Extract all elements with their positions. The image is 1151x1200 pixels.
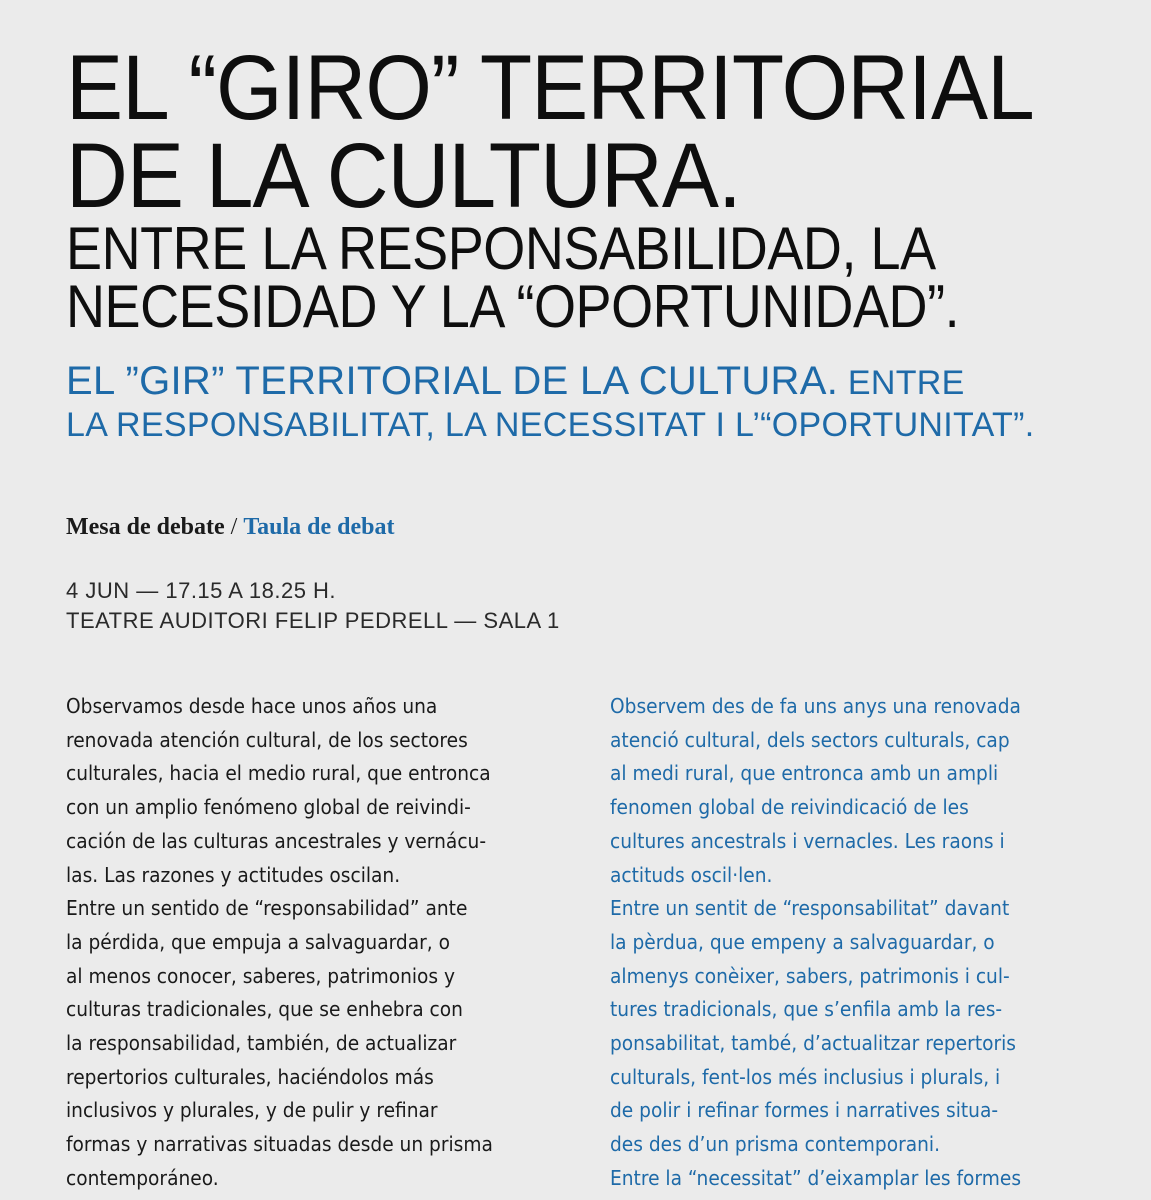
body-ca-line: tures tradicionals, que s’enfila amb la res- xyxy=(610,997,1003,1022)
event-info xyxy=(66,576,560,636)
body-ca-line: al medi rural, que entronca amb un ampli xyxy=(610,761,999,786)
body-ca-line: culturals, fent-los més inclusius i plurals, i xyxy=(610,1064,1001,1089)
body-ca-line: fenomen global de reivindicació de les xyxy=(610,795,969,820)
main-title-line-2: DE LA CULTURA. xyxy=(66,125,741,227)
event-datetime: 4 JUN — 17.15 A 18.25 H. xyxy=(66,578,337,603)
catalan-title-line-2: LA RESPONSABILITAT, LA NECESSITAT I L’“OPORTUNITAT”. xyxy=(66,406,1035,444)
event-type-separator: / xyxy=(224,514,244,540)
body-es-line: renovada atención cultural, de los sectores xyxy=(66,727,468,752)
body-es-line: la pérdida, que empuja a salvaguardar, o xyxy=(66,929,450,954)
body-ca-line: Entre un sentit de “responsabilitat” davant xyxy=(610,896,1010,921)
body-ca-line: cultures ancestrals i vernacles. Les raons i xyxy=(610,828,1005,853)
title-block xyxy=(66,37,1126,340)
body-es-line: Observamos desde hace unos años una xyxy=(66,694,438,718)
body-ca-line: ponsabilitat, també, d’actualitzar repertoris xyxy=(610,1031,1017,1056)
subtitle-line-2: NECESIDAD Y LA “OPORTUNIDAD”. xyxy=(66,273,960,340)
body-es-line: inclusivos y plurales, y de pulir y refinar xyxy=(66,1098,438,1123)
body-ca-line: des des d’un prisma contemporani. xyxy=(610,1132,941,1157)
catalan-title-block xyxy=(66,360,1126,446)
event-type-es: Mesa de debate xyxy=(66,514,225,540)
body-ca-line: Observem des de fa uns anys una renovada xyxy=(610,694,1021,718)
event-type xyxy=(66,514,394,541)
body-ca-line: de polir i refinar formes i narratives situa- xyxy=(610,1098,999,1123)
body-es-line: culturas tradicionales, que se enhebra con xyxy=(66,997,463,1022)
body-es-line: al menos conocer, saberes, patrimonios y xyxy=(66,963,456,988)
body-es-line: cación de las culturas ancestrales y vernácu- xyxy=(66,828,487,853)
body-column-catalan xyxy=(610,690,1052,1196)
body-es-line: contemporáneo. xyxy=(66,1165,219,1190)
body-ca-line: atenció cultural, dels sectors culturals, cap xyxy=(610,727,1010,752)
body-es-line: las. Las razones y actitudes oscilan. xyxy=(66,862,401,887)
body-ca-line: actituds oscil·len. xyxy=(610,862,773,887)
body-es-line: repertorios culturales, haciéndolos más xyxy=(66,1064,434,1089)
body-es-line: Entre un sentido de “responsabilidad” ante xyxy=(66,896,468,921)
body-es-line: culturales, hacia el medio rural, que entronca xyxy=(66,761,491,786)
body-ca-line: almenys conèixer, sabers, patrimonis i cul- xyxy=(610,963,1010,988)
body-ca-line: Entre la “necessitat” d’eixamplar les formes xyxy=(610,1165,1022,1190)
main-title-line-1: EL “GIRO” TERRITORIAL xyxy=(66,37,1034,139)
catalan-title-main: EL ”GIR” TERRITORIAL DE LA CULTURA. xyxy=(66,359,839,403)
event-type-ca: Taula de debat xyxy=(243,514,395,540)
catalan-title-small: ENTRE xyxy=(838,364,965,402)
catalan-title-line-1 xyxy=(66,360,1126,404)
body-es-line: con un amplio fenómeno global de reivindi- xyxy=(66,795,471,820)
body-es-line: formas y narrativas situadas desde un prisma xyxy=(66,1132,493,1157)
body-es-line: la responsabilidad, también, de actualizar xyxy=(66,1031,457,1056)
body-ca-line: la pèrdua, que empeny a salvaguardar, o xyxy=(610,929,995,954)
body-column-spanish xyxy=(66,690,525,1196)
event-venue: TEATRE AUDITORI FELIP PEDRELL — SALA 1 xyxy=(66,608,560,633)
subtitle-line-1: ENTRE LA RESPONSABILIDAD, LA xyxy=(66,215,936,282)
